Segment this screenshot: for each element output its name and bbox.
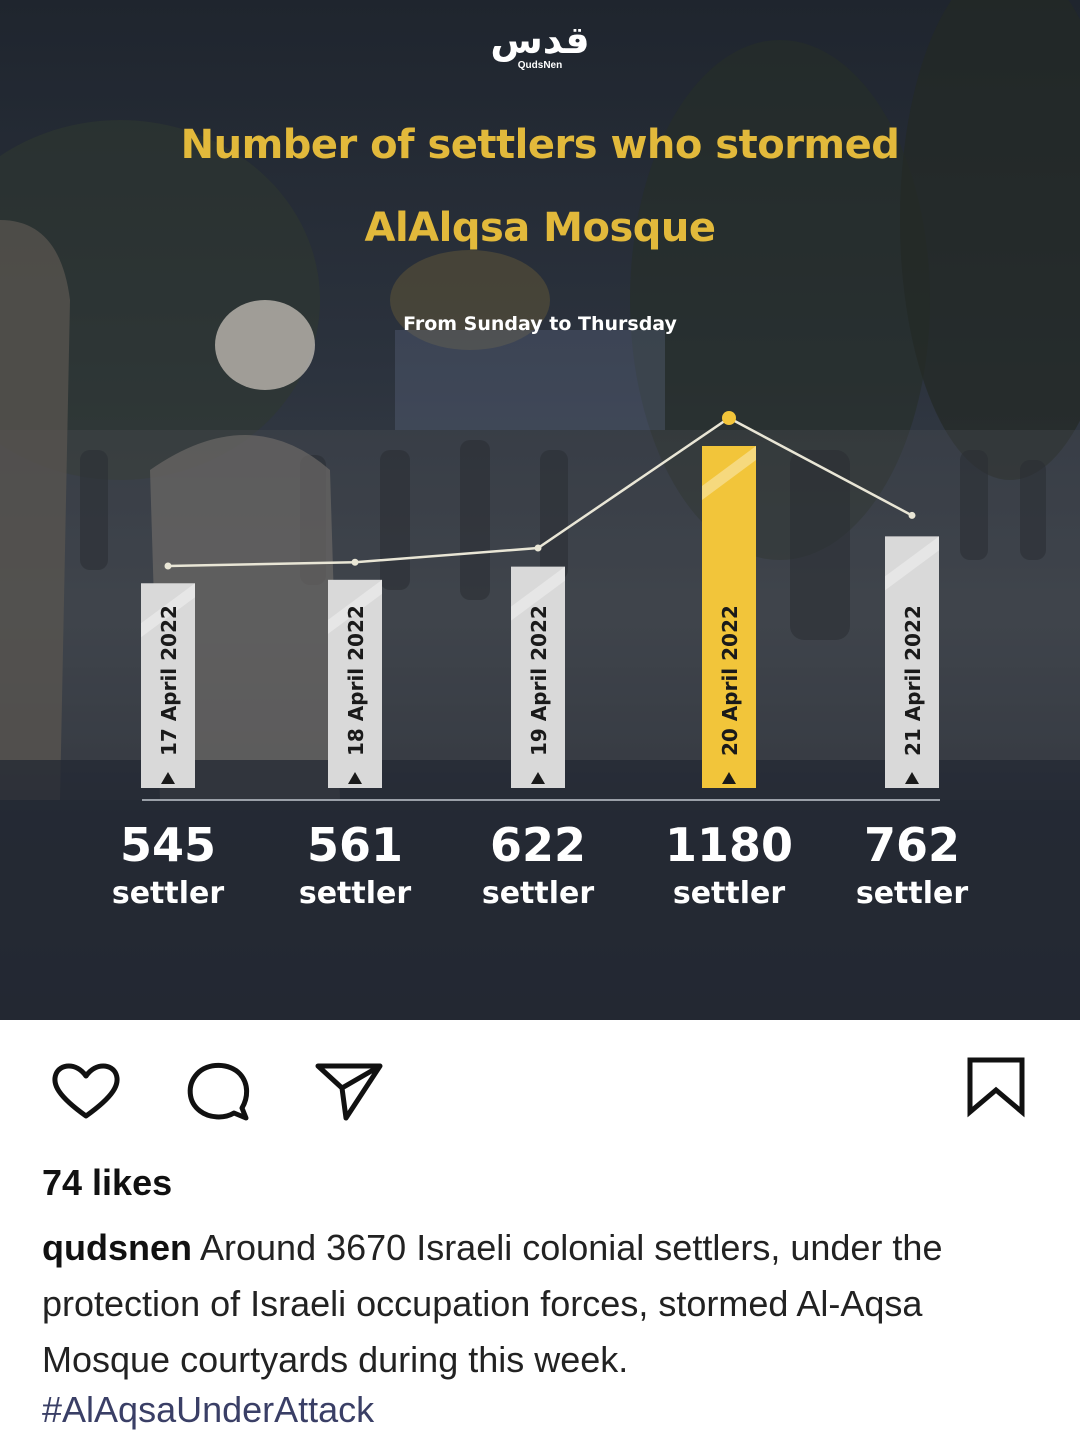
- chart-trend-point: [909, 512, 916, 519]
- chart-category-label: 21 April 2022: [901, 605, 925, 756]
- chart-trend-point: [722, 411, 736, 425]
- caption-username[interactable]: qudsnen: [42, 1227, 192, 1268]
- chart-trend-point: [352, 559, 359, 566]
- chart-value-label: 1180: [664, 818, 794, 872]
- post-actions-bar: [0, 1020, 1080, 1160]
- chart-category-label: 18 April 2022: [344, 605, 368, 756]
- post-caption: [42, 1220, 1042, 1388]
- heart-icon: [46, 1050, 126, 1130]
- likes-count[interactable]: 74 likes: [42, 1162, 173, 1203]
- chart-trend-point: [535, 545, 542, 552]
- send-icon: [308, 1050, 388, 1130]
- chart-unit-label: settler: [481, 876, 595, 911]
- chart-unit-label: settler: [855, 876, 969, 911]
- chart-trend-point: [165, 563, 172, 570]
- logo-mark: قدس: [490, 18, 590, 62]
- chart-value-label: 561: [306, 818, 404, 872]
- comment-button[interactable]: [178, 1050, 258, 1130]
- share-button[interactable]: [308, 1050, 388, 1130]
- chart-category-label: 17 April 2022: [157, 605, 181, 756]
- chart-title-line1: Number of settlers who stormed: [180, 122, 900, 168]
- bookmark-icon: [956, 1050, 1036, 1130]
- chart-category-label: 20 April 2022: [718, 605, 742, 756]
- caption-text: Around 3670 Israeli colonial settlers, under the protection of Israeli occupation forces, stormed Al-Aqsa Mosque courtyards during this week.: [42, 1227, 943, 1380]
- chart-value-label: 762: [863, 818, 961, 872]
- chart-subtitle: From Sunday to Thursday: [403, 313, 677, 335]
- chart-trend-line: [168, 418, 912, 566]
- chart-unit-label: settler: [672, 876, 786, 911]
- comment-icon: [178, 1050, 258, 1130]
- chart-value-label: 545: [119, 818, 217, 872]
- like-button[interactable]: [46, 1050, 126, 1130]
- caption-hashtag[interactable]: #AlAqsaUnderAttack: [42, 1389, 375, 1430]
- chart-category-label: 19 April 2022: [527, 605, 551, 756]
- logo-handle: QudsNen: [517, 60, 563, 71]
- chart-unit-label: settler: [298, 876, 412, 911]
- chart-value-label: 622: [489, 818, 587, 872]
- chart-unit-label: settler: [111, 876, 225, 911]
- chart-title-line2: AlAlqsa Mosque: [364, 205, 716, 251]
- save-button[interactable]: [956, 1050, 1036, 1130]
